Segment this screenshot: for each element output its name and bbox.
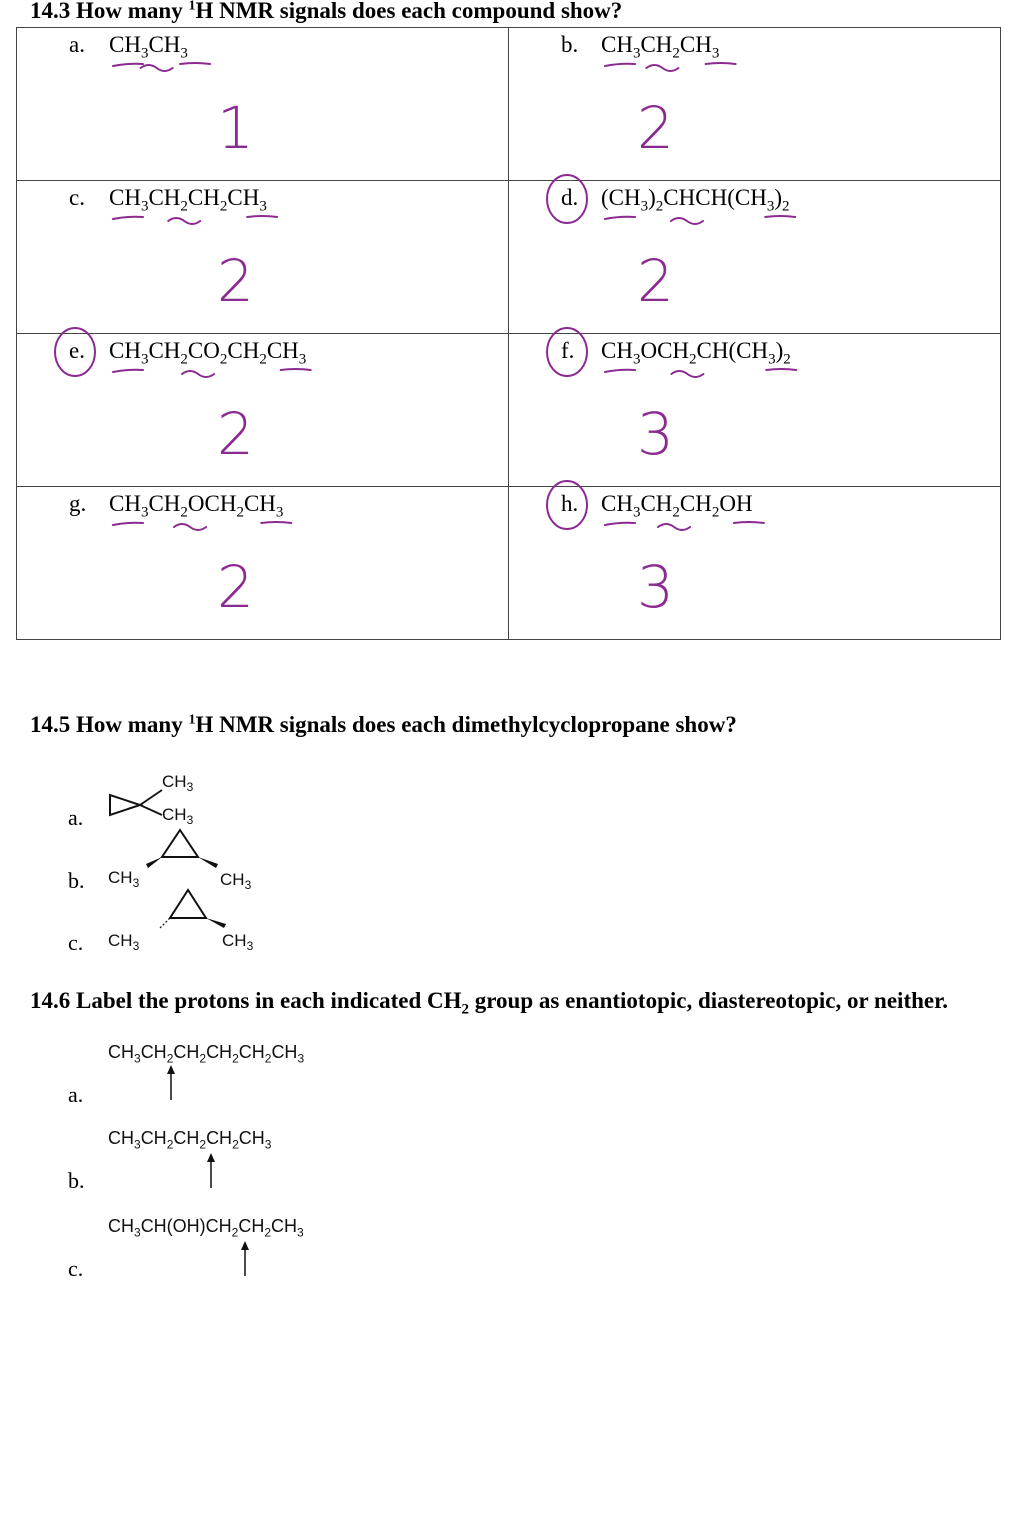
formula-part: (CH	[601, 185, 641, 210]
q146-label-a: a.	[68, 1082, 84, 1107]
underline-marks	[113, 216, 277, 224]
formula-subscript: 3	[632, 45, 641, 62]
formula-subscript: 3	[275, 504, 284, 521]
formula-part: OCH	[187, 491, 237, 516]
formula-part: )	[648, 185, 656, 210]
formula-subscript: 3	[297, 1225, 304, 1240]
q146-label-b: b.	[68, 1168, 85, 1193]
handwritten-answer: 2	[217, 400, 254, 468]
formula-subscript: 2	[166, 1137, 174, 1152]
formula-subscript: 3	[134, 1051, 141, 1066]
formula-subscript: 2	[166, 1051, 174, 1066]
formula-subscript: 3	[766, 198, 775, 215]
formula-subscript: 2	[232, 1051, 239, 1066]
formula-part: CH	[679, 32, 712, 57]
formula-part: CH	[206, 1042, 233, 1062]
formula-part: CH	[601, 32, 633, 57]
handwritten-answer: 3	[637, 400, 674, 468]
cell-a	[17, 28, 509, 181]
formula-part: CH(OH)CH	[140, 1216, 232, 1236]
formula-subscript: 3	[259, 198, 267, 215]
formula-subscript: 2	[199, 1051, 207, 1066]
formula-part: CH	[148, 338, 181, 363]
formula-subscript: 3	[140, 504, 149, 521]
formula-part: CH	[108, 1128, 134, 1148]
formula-part: CH	[109, 491, 141, 516]
formula-subscript: 3	[134, 1225, 141, 1240]
ch3-label: $CH_3$	[222, 931, 254, 953]
handwritten-annotation	[17, 28, 508, 180]
arrow-up-icon	[207, 1153, 215, 1188]
formula-subscript: 3	[140, 351, 149, 368]
formula-subscript: 2	[781, 198, 790, 215]
formula-part: )	[775, 338, 784, 363]
formula-subscript: 2	[236, 504, 244, 521]
formula-part: CH	[109, 185, 141, 210]
ch3-label: $CH_3$	[108, 868, 140, 890]
handwritten-answer: 2	[637, 94, 674, 162]
cell-h	[509, 487, 1001, 640]
indicator-arrows	[0, 1060, 400, 1290]
q145-label-c: c.	[68, 930, 84, 955]
compound-label: b.	[561, 32, 579, 57]
structure-cis	[108, 830, 252, 892]
formula-part: CH	[227, 338, 260, 363]
handwritten-answer: 3	[637, 553, 674, 621]
formula-part: CH	[109, 338, 141, 363]
formula-part: CH	[238, 1128, 265, 1148]
formula-part: CH(CH	[696, 338, 769, 363]
compound-label: a.	[69, 32, 85, 57]
formula-part: OCH	[640, 338, 690, 363]
formula-part: CH	[601, 491, 633, 516]
cell-e	[17, 334, 509, 487]
formula-subscript: 3	[140, 45, 149, 62]
formula-subscript: 2	[199, 1137, 207, 1152]
cell-d	[509, 181, 1001, 334]
handwritten-answer: 2	[217, 553, 254, 621]
formula-part: CH	[679, 491, 712, 516]
formula-part: CH	[227, 185, 260, 210]
compound-formula	[109, 491, 283, 522]
formula-part: CH	[640, 491, 673, 516]
cell-b	[509, 28, 1001, 181]
q146-label-c: c.	[68, 1256, 84, 1281]
cell-g	[17, 487, 509, 640]
underline-marks	[113, 522, 291, 530]
cell-f	[509, 334, 1001, 487]
formula-subscript: 2	[180, 198, 188, 215]
question-14-3-title: 14.3 How many $^1$H NMR signals does each compound show?	[30, 0, 623, 23]
formula-subscript: 3	[134, 1137, 141, 1152]
structure-trans	[108, 890, 254, 953]
formula-part: CH	[173, 1128, 200, 1148]
formula-part: CH	[148, 491, 181, 516]
compound-label: h.	[561, 491, 579, 516]
underline-marks	[605, 522, 764, 530]
ch3-label: $CH_3$	[162, 772, 194, 794]
underline-marks	[113, 63, 210, 71]
formula-part: CH	[108, 1042, 134, 1062]
handwritten-annotation	[509, 28, 1000, 180]
compound-formula	[601, 32, 719, 63]
formula-subscript: 2	[219, 198, 228, 215]
handwritten-answer: 1	[217, 94, 254, 162]
formula-part: CH	[640, 32, 673, 57]
formula-subscript: 3	[297, 1051, 305, 1066]
formula-subscript: 3	[264, 1137, 272, 1152]
ch3-label: $CH_3$	[162, 805, 194, 827]
formula-part: CH	[108, 1216, 134, 1236]
compound-formula	[109, 185, 267, 216]
compound-formula	[601, 185, 789, 216]
arrow-up-icon	[241, 1241, 249, 1276]
formula-subscript: 2	[655, 198, 664, 215]
question-14-6-title: 14.6 Label the protons in each indicated $CH_2$ group as enantiotopic, diastereotopic, or neither.	[30, 988, 948, 1018]
ch3-label: $CH_3$	[220, 870, 252, 892]
underline-marks	[113, 369, 311, 377]
formula-subscript: 3	[711, 45, 720, 62]
compound-label: g.	[69, 491, 87, 516]
formula-subscript: 3	[140, 198, 149, 215]
formula-part: CH	[238, 1042, 265, 1062]
formula-part: CH	[148, 185, 181, 210]
ch3-label: $CH_3$	[108, 931, 140, 953]
formula-subscript: 3	[768, 351, 776, 368]
formula-subscript: 2	[180, 351, 188, 368]
formula-subscript: 2	[232, 1137, 239, 1152]
handwritten-annotation	[509, 487, 1000, 639]
formula-part: CH	[187, 185, 220, 210]
compound-formula	[601, 491, 753, 522]
formula-subscript: 2	[259, 351, 267, 368]
structure-1-1-dimethyl	[110, 772, 194, 827]
formula-subscript: 2	[180, 504, 188, 521]
formula-subscript: 2	[672, 45, 680, 62]
formula-part: OH	[719, 491, 753, 516]
formula-subscript: 2	[264, 1225, 272, 1240]
compound-label: c.	[69, 185, 85, 210]
formula-part: CH	[266, 338, 299, 363]
formula-part: CH	[271, 1216, 298, 1236]
formula-subscript: 3	[298, 351, 307, 368]
handwritten-answer: 2	[217, 247, 254, 315]
formula-part: )	[774, 185, 782, 210]
formula-subscript: 2	[689, 351, 697, 368]
formula-subscript: 3	[632, 504, 641, 521]
formula-subscript: 2	[264, 1051, 272, 1066]
formula-part: CH	[271, 1042, 298, 1062]
compound-label: e.	[69, 338, 85, 363]
formula-subscript: 3	[180, 45, 188, 62]
cyclopropane-structures	[0, 760, 400, 960]
formula-part: CH	[109, 32, 141, 57]
formula-subscript: 3	[632, 351, 641, 368]
underline-marks	[605, 63, 736, 71]
formula-subscript: 3	[640, 198, 649, 215]
handwritten-answer: 2	[637, 247, 674, 315]
q145-label-a: a.	[68, 805, 84, 830]
formula-subscript: 2	[219, 351, 228, 368]
formula-part: CH	[243, 491, 276, 516]
compound-formula	[109, 32, 188, 63]
formula-part: CH	[140, 1042, 167, 1062]
compound-formula	[601, 338, 791, 369]
formula-part: CO	[187, 338, 220, 363]
formula-part: CH	[140, 1128, 167, 1148]
formula-part: CH	[238, 1216, 265, 1236]
formula-subscript: 2	[672, 504, 680, 521]
formula-subscript: 2	[783, 351, 791, 368]
formula-part: CHCH(CH	[663, 185, 767, 210]
compound-label: f.	[561, 338, 575, 363]
formula-subscript: 2	[231, 1225, 239, 1240]
underline-marks	[605, 216, 795, 224]
arrow-up-icon	[167, 1065, 175, 1100]
compound-label: d.	[561, 185, 579, 210]
q145-label-b: b.	[68, 868, 85, 893]
formula-part: CH	[148, 32, 181, 57]
formula-part: CH	[173, 1042, 200, 1062]
question-14-5-title: 14.5 How many $^1$H NMR signals does each dimethylcyclopropane show?	[30, 712, 737, 737]
underline-marks	[605, 369, 796, 377]
compound-table	[16, 27, 1001, 640]
formula-part: CH	[601, 338, 633, 363]
compound-formula	[109, 338, 306, 369]
cell-c	[17, 181, 509, 334]
formula-part: CH	[206, 1128, 233, 1148]
formula-subscript: 2	[711, 504, 720, 521]
